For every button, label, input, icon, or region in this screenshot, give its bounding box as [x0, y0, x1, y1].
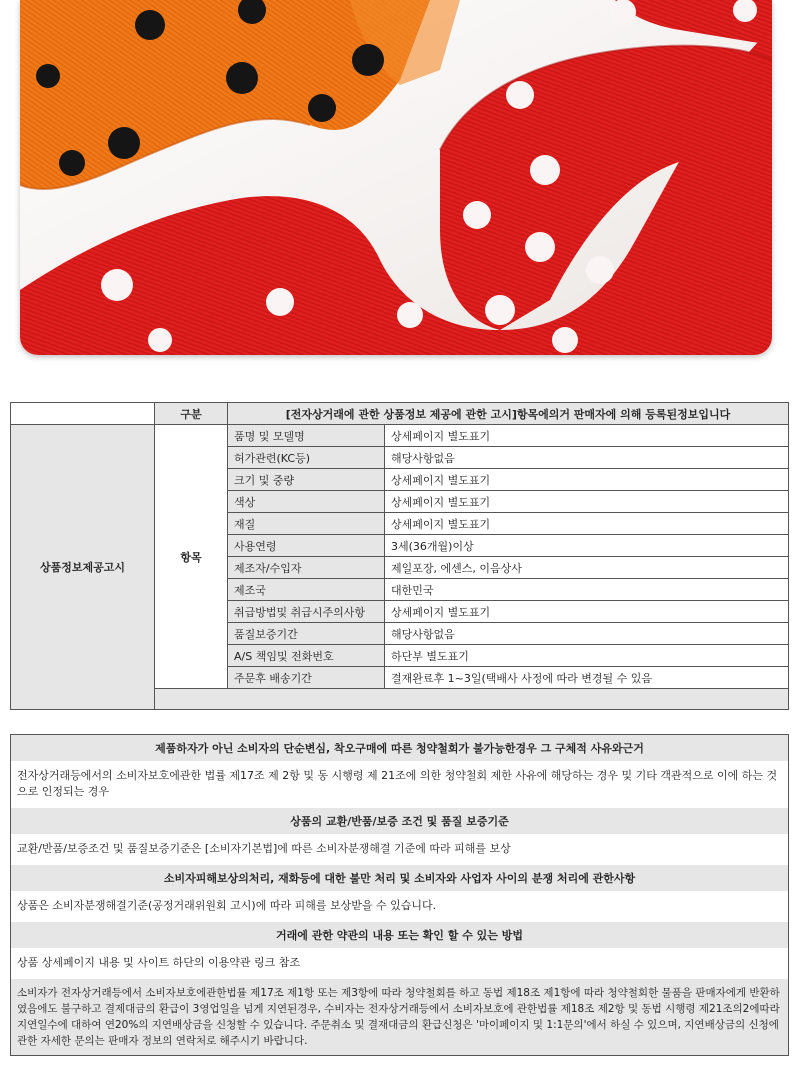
row-label: 사용연령	[228, 535, 385, 557]
footer-empty-cell	[155, 689, 789, 710]
corner-cell	[11, 403, 155, 425]
row-label: 색상	[228, 491, 385, 513]
product-info-table	[10, 402, 789, 710]
row-label: 제조국	[228, 579, 385, 601]
notice-heading-terms: 거래에 관한 약관의 내용 또는 확인 할 수 있는 방법	[11, 922, 788, 948]
col-header-category: 구분	[155, 403, 228, 425]
row-value: 제일포장, 에센스, 이음상사	[385, 557, 789, 579]
notice-body-exchange: 교환/반품/보증조건 및 품질보증기준은 [소비자기본법]에 따른 소비자분쟁해결 기준에 따라 피해를 보상	[17, 842, 511, 855]
section-label: 항목	[155, 425, 228, 689]
table-header-row	[11, 403, 789, 425]
row-value: 상세페이지 별도표기	[385, 469, 789, 491]
notice-body-terms: 상품 상세페이지 내용 및 사이트 하단의 이용약관 링크 참조	[17, 956, 300, 969]
notice-delay-compensation-text: 소비자가 전자상거래등에서 소비자보호에관한법률 제17조 제1항 또는 제3항에 따라 청약철회를 하고 동법 제18조 제1항에 따라 청약철회한 물품을 판매자에게 반환하였음에도 불구하고 결제대금의 환급이 3영업일을 넘게 지연된경우, 수비자는 전자상거래등에서 소비자보호에 관한법률 제18조 제2항 및 동법 시행령 제21조의2에따라 지연일수에 대하여 연20%의 지연배상금을 신청할 수 있습니다. 주문취소 및 결재대금의 환급신청은 '마이페이지 및 1:1문의'에서 하실 수 있으며, 지연배상금의 신청에 관한 자세한 문의는 판매자 정보의 연락처로 해주시기 바랍니다.	[11, 979, 788, 1055]
row-value: 해당사항없음	[385, 447, 789, 469]
row-value: 상세페이지 별도표기	[385, 601, 789, 623]
row-value: 상세페이지 별도표기	[385, 425, 789, 447]
row-label: 취급방법및 취급시주의사항	[228, 601, 385, 623]
notice-heading-exchange: 상품의 교환/반품/보증 조건 및 품질 보증기준	[11, 808, 788, 834]
row-label: A/S 책임및 전화번호	[228, 645, 385, 667]
notice-body-compensation: 상품은 소비자분쟁해결기준(공정거래위원회 고시)에 따라 피해를 보상받을 수 있습니다.	[17, 899, 437, 912]
product-photo	[20, 0, 772, 355]
row-value: 3세(36개월)이상	[385, 535, 789, 557]
row-value: 하단부 별도표기	[385, 645, 789, 667]
row-label: 품질보증기간	[228, 623, 385, 645]
row-label: 재질	[228, 513, 385, 535]
row-value: 상세페이지 별도표기	[385, 513, 789, 535]
row-label: 크기 및 중량	[228, 469, 385, 491]
row-label: 주문후 배송기간	[228, 667, 385, 689]
side-label: 상품정보제공고시	[11, 425, 155, 710]
notice-heading-compensation: 소비자피해보상의처리, 재화등에 대한 불만 처리 및 소비자와 사업자 사이의 분쟁 처리에 관한사항	[11, 865, 788, 891]
row-label: 품명 및 모델명	[228, 425, 385, 447]
row-label: 제조자/수입자	[228, 557, 385, 579]
row-label: 허가관련(KC등)	[228, 447, 385, 469]
table-row	[11, 425, 789, 447]
col-header-notice: [전자상거래에 관한 상품정보 제공에 관한 고시]항목에의거 판매자에 의해 등록된정보입니다	[228, 403, 789, 425]
row-value: 결재완료후 1~3일(택배사 사정에 따라 변경될 수 있음	[385, 667, 789, 689]
notice-heading-withdrawal: 제품하자가 아닌 소비자의 단순변심, 착오구매에 따른 청약철회가 불가능한경우 그 구체적 사유와근거	[11, 735, 788, 761]
notice-body-withdrawal: 전자상거래등에서의 소비자보호에관한 법률 제17조 제 2항 및 동 시행령 제 21조에 의한 청약철회 제한 사유에 해당하는 경우 및 기타 객관적으로 이에 하는 것으로 인정되는 경우	[17, 769, 778, 798]
legal-notice-box	[10, 734, 789, 1056]
row-value: 대한민국	[385, 579, 789, 601]
row-value: 해당사항없음	[385, 623, 789, 645]
row-value: 상세페이지 별도표기	[385, 491, 789, 513]
